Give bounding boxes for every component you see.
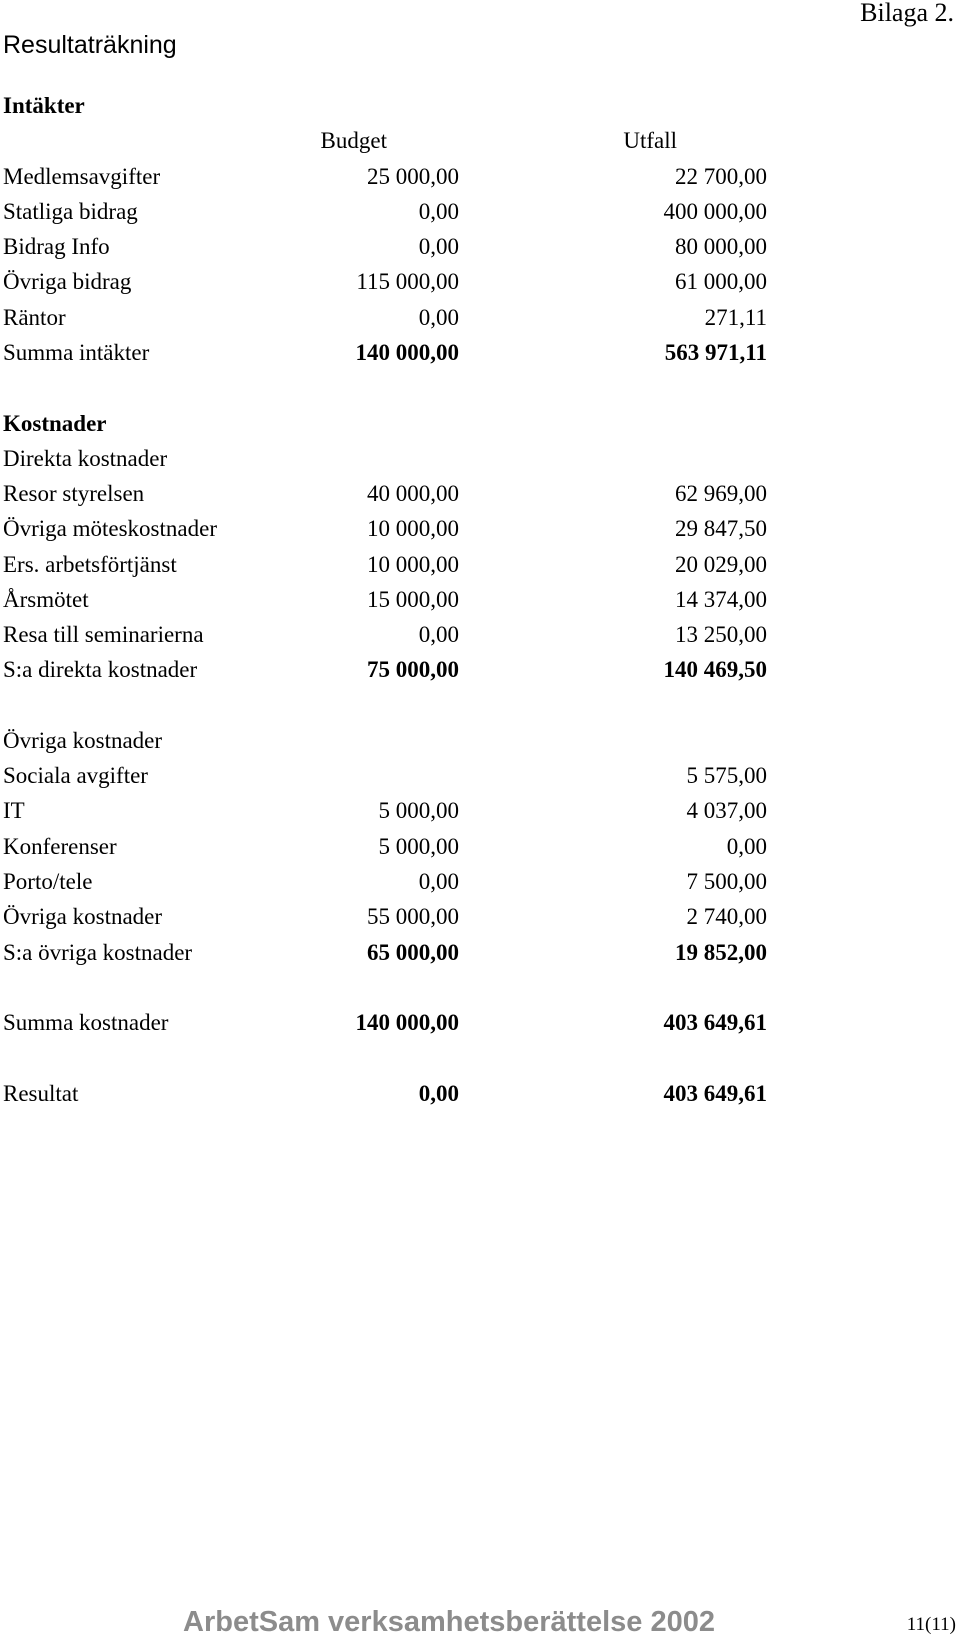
- direct-costs-total-row: [0, 653, 960, 687]
- direct-costs-title: Direkta kostnader: [3, 446, 168, 471]
- outcome-value: 0,00: [726, 834, 767, 859]
- page-title: Resultaträkning: [3, 31, 177, 59]
- budget-total: 65 000,00: [367, 940, 459, 965]
- table-row: [0, 512, 960, 546]
- outcome-value: 61 000,00: [675, 269, 767, 294]
- other-costs-total-row: [0, 936, 960, 970]
- outcome-column-header: Utfall: [623, 128, 677, 153]
- table-row: [0, 301, 960, 335]
- row-label: IT: [3, 798, 25, 823]
- outcome-total: 563 971,11: [664, 340, 767, 365]
- row-label: Årsmötet: [3, 587, 89, 612]
- budget-total: 140 000,00: [355, 1010, 459, 1035]
- table-row: [0, 865, 960, 899]
- budget-value: 55 000,00: [367, 904, 459, 929]
- table-row: [0, 230, 960, 264]
- row-label: Övriga bidrag: [3, 269, 132, 294]
- budget-value: 0,00: [418, 199, 459, 224]
- result-row: [0, 1077, 960, 1111]
- costs-title: Kostnader: [3, 411, 107, 436]
- footer-title: ArbetSam verksamhetsberättelse 2002: [183, 1606, 715, 1638]
- table-row: [0, 900, 960, 934]
- income-total-row: [0, 336, 960, 370]
- outcome-total: 403 649,61: [663, 1010, 767, 1035]
- table-row: [0, 265, 960, 299]
- table-row: [0, 160, 960, 194]
- page-number: 11(11): [906, 1614, 956, 1635]
- budget-total: 75 000,00: [367, 657, 459, 682]
- budget-value: 115 000,00: [356, 269, 459, 294]
- outcome-value: 5 575,00: [686, 763, 767, 788]
- row-label: Statliga bidrag: [3, 199, 138, 224]
- row-label: S:a övriga kostnader: [3, 940, 193, 965]
- budget-value: 0,00: [418, 234, 459, 259]
- outcome-total: 19 852,00: [675, 940, 767, 965]
- row-label: Ers. arbetsförtjänst: [3, 552, 177, 577]
- direct-costs-heading: [0, 442, 960, 476]
- costs-section-title: [0, 407, 960, 441]
- budget-value: 0,00: [418, 305, 459, 330]
- row-label: Resor styrelsen: [3, 481, 145, 506]
- outcome-value: 4 037,00: [686, 798, 767, 823]
- outcome-value: 20 029,00: [675, 552, 767, 577]
- table-row: [0, 548, 960, 582]
- outcome-value: 7 500,00: [686, 869, 767, 894]
- outcome-value: 14 374,00: [675, 587, 767, 612]
- row-label: Konferenser: [3, 834, 117, 859]
- row-label: Resa till seminarierna: [3, 622, 204, 647]
- row-label: Räntor: [3, 305, 66, 330]
- table-row: [0, 618, 960, 652]
- budget-value: 5 000,00: [378, 834, 459, 859]
- budget-value: 25 000,00: [367, 164, 459, 189]
- budget-value: 40 000,00: [367, 481, 459, 506]
- budget-value: 0,00: [418, 622, 459, 647]
- budget-total: 140 000,00: [355, 340, 459, 365]
- outcome-value: 80 000,00: [675, 234, 767, 259]
- costs-total-row: [0, 1006, 960, 1040]
- row-label: Sociala avgifter: [3, 763, 148, 788]
- row-label: Resultat: [3, 1081, 79, 1106]
- outcome-value: 62 969,00: [675, 481, 767, 506]
- budget-value: 0,00: [418, 869, 459, 894]
- row-label: Övriga kostnader: [3, 904, 163, 929]
- budget-value: 15 000,00: [367, 587, 459, 612]
- outcome-value: 271,11: [704, 305, 767, 330]
- other-costs-title: Övriga kostnader: [3, 728, 163, 753]
- budget-column-header: Budget: [320, 128, 387, 153]
- budget-value: 5 000,00: [378, 798, 459, 823]
- row-label: Porto/tele: [3, 869, 93, 894]
- row-label: Övriga möteskostnader: [3, 516, 217, 541]
- budget-value: 10 000,00: [367, 516, 459, 541]
- column-header-row: [0, 124, 960, 158]
- table-row: [0, 759, 960, 793]
- row-label: Medlemsavgifter: [3, 164, 161, 189]
- other-costs-heading: [0, 724, 960, 758]
- income-title: Intäkter: [3, 93, 85, 118]
- outcome-value: 400 000,00: [663, 199, 767, 224]
- row-label: Bidrag Info: [3, 234, 110, 259]
- table-row: [0, 830, 960, 864]
- row-label: Summa kostnader: [3, 1010, 169, 1035]
- table-row: [0, 583, 960, 617]
- budget-result: 0,00: [418, 1081, 459, 1106]
- income-section-title: [0, 89, 960, 123]
- table-row: [0, 477, 960, 511]
- outcome-value: 13 250,00: [675, 622, 767, 647]
- outcome-total: 140 469,50: [663, 657, 767, 682]
- outcome-value: 22 700,00: [675, 164, 767, 189]
- budget-value: 10 000,00: [367, 552, 459, 577]
- outcome-result: 403 649,61: [663, 1081, 767, 1106]
- outcome-value: 29 847,50: [675, 516, 767, 541]
- row-label: S:a direkta kostnader: [3, 657, 198, 682]
- appendix-label: Bilaga 2.: [860, 0, 954, 27]
- outcome-value: 2 740,00: [686, 904, 767, 929]
- row-label: Summa intäkter: [3, 340, 150, 365]
- table-row: [0, 195, 960, 229]
- table-row: [0, 794, 960, 828]
